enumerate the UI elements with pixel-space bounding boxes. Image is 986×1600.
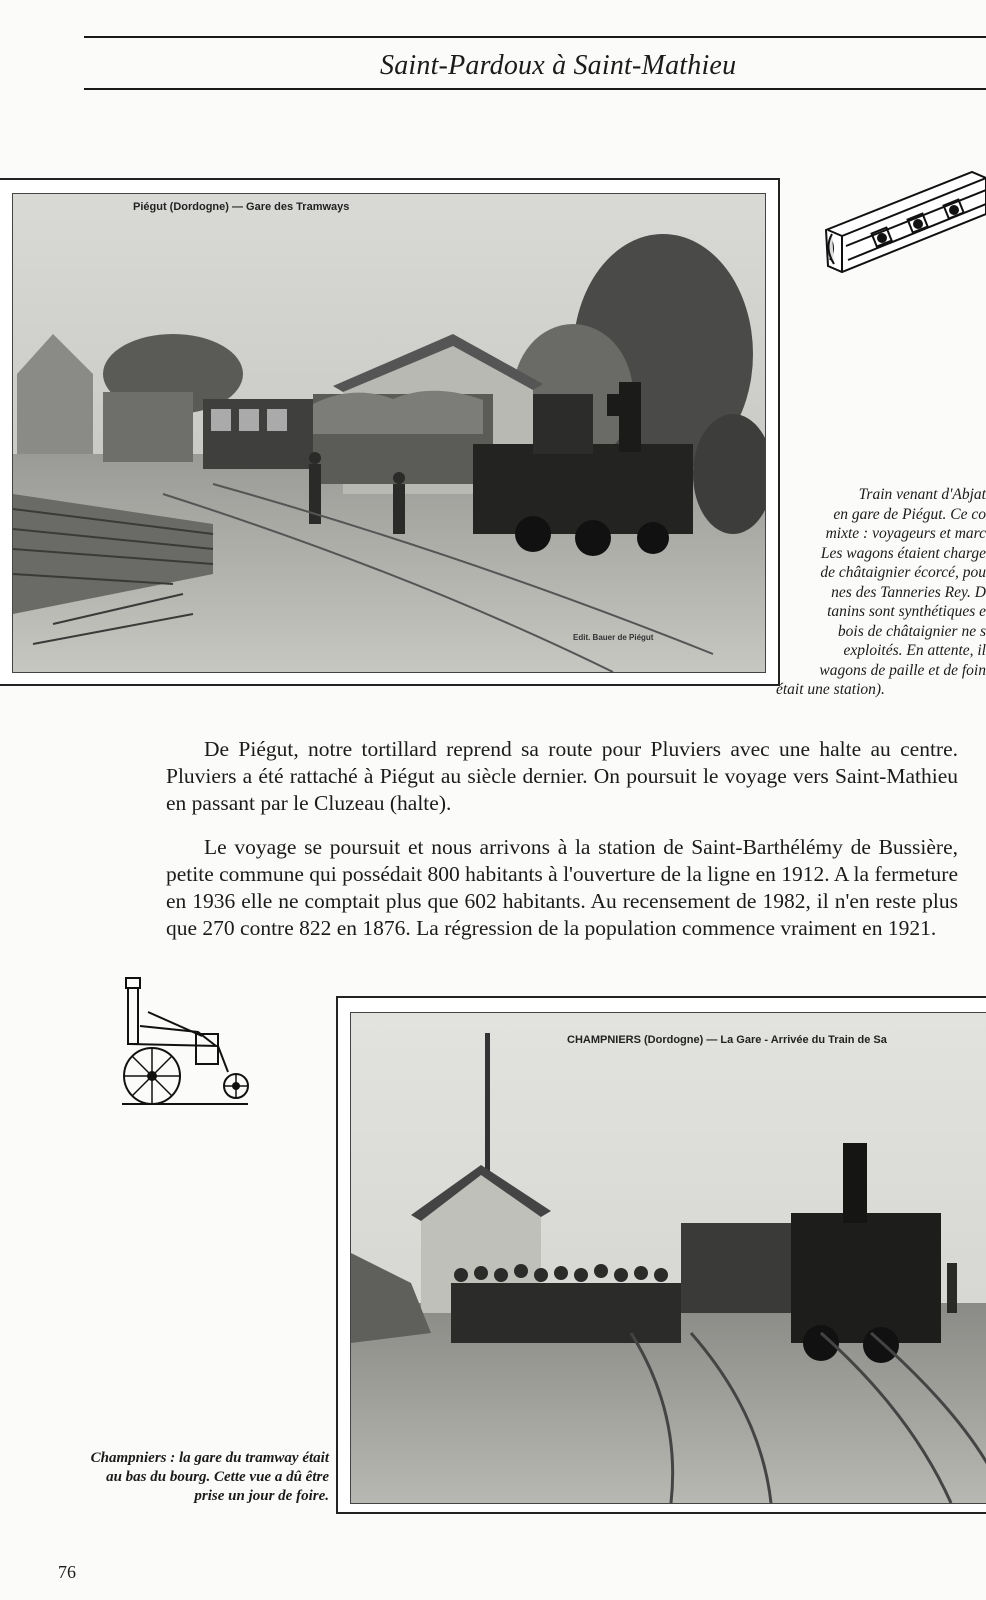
caption1-line: mixte : voyageurs et marc — [825, 525, 986, 542]
rail-section-icon — [822, 168, 986, 274]
photo1-publisher: Edit. Bauer de Piégut — [573, 633, 654, 642]
caption1-line: nes des Tanneries Rey. D — [831, 583, 986, 601]
caption1-line: en gare de Piégut. Ce co — [833, 505, 986, 523]
caption1-line: wagons de paille et de foin — [819, 661, 986, 679]
header-rule-top — [84, 36, 986, 38]
early-locomotive-icon — [118, 976, 250, 1108]
caption1-line: exploités. En attente, il — [843, 642, 986, 659]
page-header-title: Saint-Pardoux à Saint-Mathieu — [380, 50, 737, 81]
caption-champniers: Champniers : la gare du tramway était au bas du bourg. Cette vue a dû être prise un jour de foire. — [90, 1450, 329, 1504]
body-paragraph-1-text: De Piégut, notre tortillard reprend sa route pour Pluviers avec une halte au centre. Pluviers a été rattaché à Piégut au siècle dernier. On poursuit le voyage vers Saint-Mathieu en passant par le Cluzeau (halte). — [166, 737, 958, 815]
photo1-postcard-title: Piégut (Dordogne) — Gare des Tramways — [133, 201, 350, 213]
caption-piegut — [776, 485, 986, 700]
caption1-line: tanins sont synthétiques e — [827, 603, 986, 620]
caption1-line: bois de châtaignier ne s — [837, 622, 986, 640]
caption1-line: était une station). — [776, 681, 885, 698]
caption1-line: Les wagons étaient charge — [820, 544, 986, 562]
caption1-line: Train venant d'Abjat — [858, 486, 986, 503]
body-paragraph-1 — [166, 736, 958, 817]
body-paragraph-2 — [166, 834, 958, 942]
photo2-postcard-title: CHAMPNIERS (Dordogne) — La Gare - Arrivée du Train de Sa — [567, 1034, 887, 1046]
photo-piegut-station — [12, 193, 766, 673]
body-paragraph-2-text: Le voyage se poursuit et nous arrivons à la station de Saint-Barthélémy de Bussière, petite commune qui possédait 800 habitants à l'ouverture de la ligne en 1912. A la fermeture en 1936 elle ne comptait plus que 602 habitants. Au recensement de 1982, il n'en reste plus que 270 contre 822 en 1876. La régression de la population commence vraiment en 1921. — [166, 835, 958, 940]
photo-champniers-station — [350, 1012, 986, 1504]
page-number: 76 — [58, 1562, 76, 1582]
header-rule-bottom — [84, 88, 986, 90]
caption1-line: de châtaignier écorcé, pou — [820, 564, 986, 581]
